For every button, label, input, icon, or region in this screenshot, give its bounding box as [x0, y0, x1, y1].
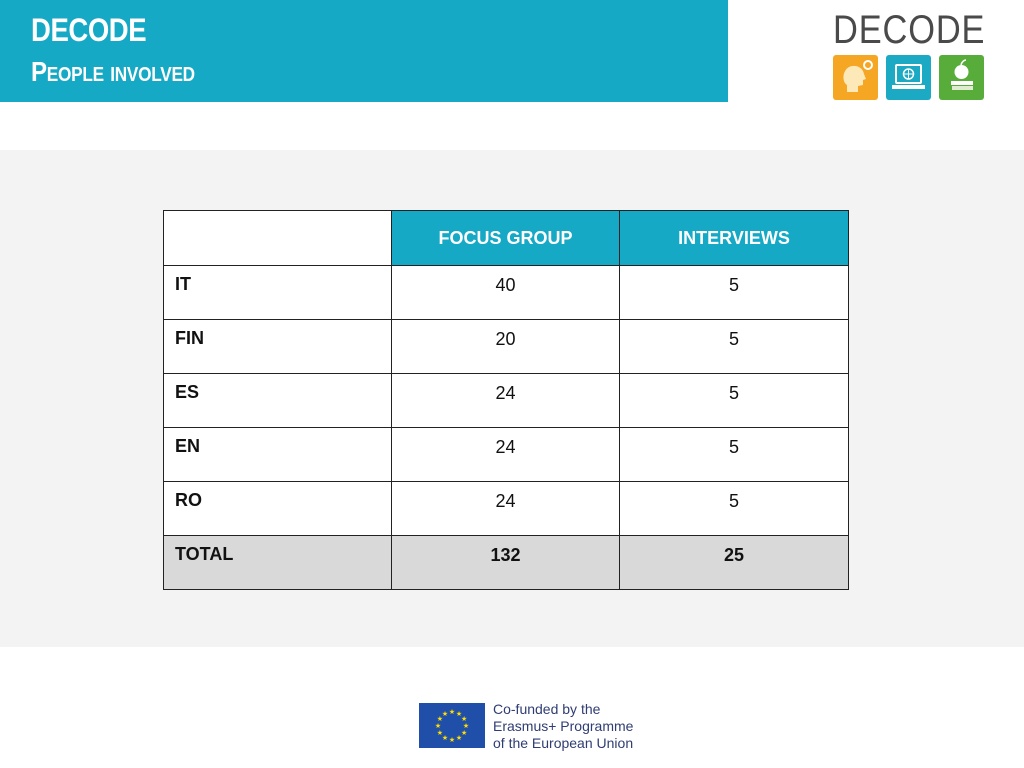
eu-funding-line: Co-funded by the — [493, 701, 601, 717]
eu-star: ★ — [436, 716, 444, 723]
total-interviews: 25 — [620, 536, 849, 590]
eu-star: ★ — [448, 737, 456, 744]
table-row — [164, 266, 849, 320]
row-label: FIN — [164, 320, 392, 374]
header-interviews: INTERVIEWS — [620, 211, 849, 266]
interviews-value: 5 — [620, 320, 849, 374]
focus-group-value: 24 — [392, 374, 620, 428]
table-total-row — [164, 536, 849, 590]
total-label: TOTAL — [164, 536, 392, 590]
eu-star: ★ — [448, 709, 456, 716]
total-focus-group: 132 — [392, 536, 620, 590]
header-empty-cell — [164, 211, 392, 266]
focus-group-value: 24 — [392, 428, 620, 482]
table-row — [164, 320, 849, 374]
eu-star: ★ — [434, 723, 442, 730]
eu-star: ★ — [441, 735, 449, 743]
table-row — [164, 482, 849, 536]
interviews-value: 5 — [620, 266, 849, 320]
people-table — [163, 210, 849, 590]
eu-star: ★ — [462, 723, 470, 730]
eu-funding-line: of the European Union — [493, 735, 634, 751]
page-title: DECODE — [31, 12, 147, 48]
eu-star: ★ — [436, 730, 444, 737]
focus-group-value: 40 — [392, 266, 620, 320]
row-label: ES — [164, 374, 392, 428]
eu-star: ★ — [455, 735, 463, 743]
header-focus-group: FOCUS GROUP — [392, 211, 620, 266]
page-subtitle: People involved — [31, 56, 195, 87]
eu-star: ★ — [455, 710, 463, 718]
row-label: RO — [164, 482, 392, 536]
eu-star: ★ — [441, 710, 449, 718]
eu-flag-icon — [419, 703, 485, 748]
interviews-value: 5 — [620, 482, 849, 536]
table-row — [164, 374, 849, 428]
interviews-value: 5 — [620, 374, 849, 428]
eu-star: ★ — [460, 730, 468, 737]
eu-funding-line: Erasmus+ Programme — [493, 718, 634, 734]
focus-group-value: 24 — [392, 482, 620, 536]
table-header-row — [164, 211, 849, 266]
logo-wordmark: DECODE — [833, 8, 986, 52]
table-row — [164, 428, 849, 482]
apple-books-icon — [939, 55, 984, 100]
focus-group-value: 20 — [392, 320, 620, 374]
eu-star: ★ — [460, 716, 468, 723]
interviews-value: 5 — [620, 428, 849, 482]
laptop-globe-icon — [886, 55, 931, 100]
eu-funding-text — [493, 701, 633, 752]
head-gear-icon — [833, 55, 878, 100]
row-label: EN — [164, 428, 392, 482]
row-label: IT — [164, 266, 392, 320]
